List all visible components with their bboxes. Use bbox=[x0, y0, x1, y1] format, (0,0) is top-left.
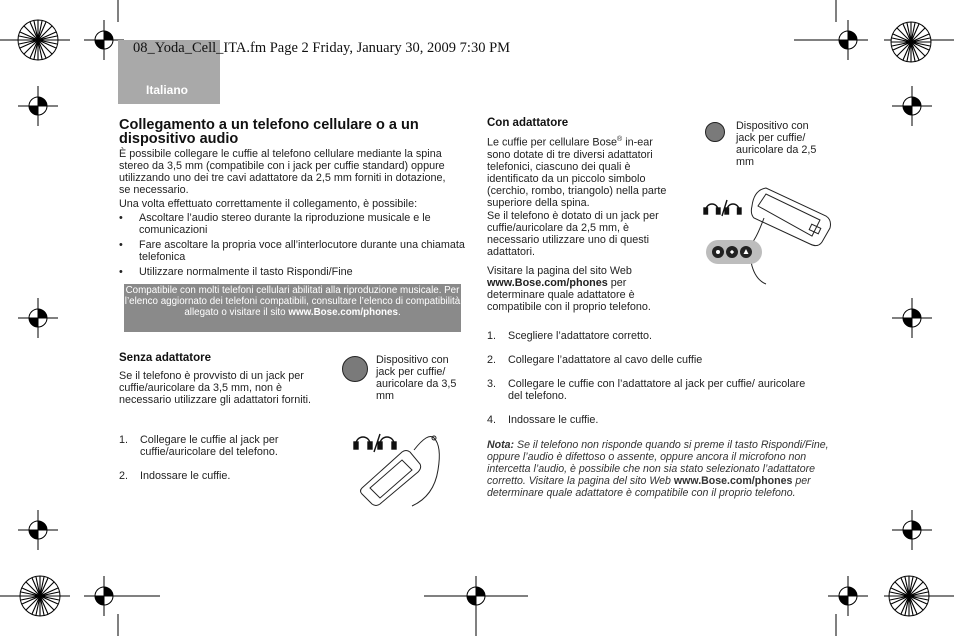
with-adapter-p1 bbox=[487, 134, 677, 209]
compatibility-end: . bbox=[397, 307, 401, 318]
p1-text: Le cuffie per cellulare Bose bbox=[487, 136, 618, 149]
bose-url-link[interactable]: www.Bose.com/phones bbox=[487, 277, 608, 289]
list-item: • Utilizzare normalmente il tasto Rispondi/Fine bbox=[119, 266, 465, 278]
step-text: Scegliere l’adattatore corretto. bbox=[508, 330, 653, 342]
compatibility-text: Compatibile con molti telefoni cellulari abilitati alla riproduzione musicale. Per l’elenco aggiornato dei telefoni compatibili, consultare l’elenco di compatibilità allegato o visitare il sito bbox=[124, 285, 461, 318]
adapter-illustration-icon bbox=[700, 180, 840, 290]
step-text: Indossare le cuffie. bbox=[508, 414, 599, 426]
phone-illustration-icon bbox=[350, 422, 470, 510]
list-item: • Ascoltare l’audio stereo durante la riproduzione musicale e le comunicazioni bbox=[119, 212, 465, 236]
without-adapter-text: Se il telefono è provvisto di un jack per cuffie/auricolare da 3,5 mm, non è necessario utilizzare gli adattatori forniti. bbox=[119, 370, 312, 406]
without-adapter-steps bbox=[119, 434, 309, 482]
list-item: • Fare ascoltare la propria voce all’interlocutore durante una chiamata telefonica bbox=[119, 239, 465, 263]
p1-text-b: in-ear sono dotate di tre diversi adattatori telefonici, ciascuno dei quali è identificato da un piccolo simbolo (cerchio, rombo, triangolo) nella parte superiore della spina. bbox=[487, 136, 667, 209]
step-number: 2. bbox=[119, 470, 129, 482]
note-label: Nota: bbox=[487, 439, 515, 451]
registered-mark: ® bbox=[617, 136, 623, 143]
list-item bbox=[487, 354, 817, 366]
file-header: 08_Yoda_Cell_ITA.fm Page 2 Friday, January 30, 2009 7:30 PM bbox=[133, 40, 511, 56]
step-number: 1. bbox=[487, 330, 497, 342]
note-end: per determinare quale adattatore è compatibile con il proprio telefono. bbox=[487, 475, 811, 499]
step-number: 2. bbox=[487, 354, 497, 366]
headphones-icon bbox=[704, 200, 741, 216]
with-adapter-p3 bbox=[487, 265, 679, 313]
compatibility-url[interactable]: www.Bose.com/phones bbox=[288, 307, 398, 318]
step-text: Collegare le cuffie con l’adattatore al jack per cuffie/ auricolare del telefono. bbox=[508, 378, 806, 402]
list-item bbox=[487, 330, 817, 342]
jack-25-label: Dispositivo con jack per cuffie/ auricolare da 2,5 mm bbox=[736, 120, 817, 168]
with-adapter-p2: Se il telefono è dotato di un jack per cuffie/auricolare da 2,5 mm, è necessario utilizzare uno di questi adattatori. bbox=[487, 210, 659, 258]
adapter-symbols-icon bbox=[706, 240, 762, 264]
step-number: 4. bbox=[487, 414, 497, 426]
compatibility-note bbox=[124, 284, 461, 332]
capabilities-list bbox=[119, 212, 465, 281]
step-number: 3. bbox=[487, 378, 497, 390]
step-text: Collegare le cuffie al jack per cuffie/auricolare del telefono. bbox=[140, 434, 279, 458]
p3-text: Visitare la pagina del sito Web bbox=[487, 265, 632, 277]
jack-dot-icon bbox=[705, 122, 725, 142]
list-item bbox=[487, 378, 817, 402]
jack-dot-icon bbox=[342, 356, 368, 382]
language-label: Italiano bbox=[146, 83, 189, 97]
note-url-link[interactable]: www.Bose.com/phones bbox=[673, 475, 793, 487]
step-number: 1. bbox=[119, 434, 129, 446]
p3-text-b: per determinare quale adattatore è compatibile con il proprio telefono. bbox=[487, 277, 651, 313]
note-paragraph bbox=[487, 439, 833, 499]
step-text: Indossare le cuffie. bbox=[140, 470, 231, 482]
note-text: Se il telefono non risponde quando si preme il tasto Rispondi/Fine, oppure l’audio è difettoso o assente, oppure ancora il microfono non intercetta l’audio, è possibile che non sia stato selezionato l’adattatore corretto. Visitare la pagina del sito Web bbox=[487, 439, 829, 487]
jack-35-label: Dispositivo con jack per cuffie/ auricolare da 3,5 mm bbox=[376, 354, 457, 402]
lead-paragraph: Una volta effettuato correttamente il collegamento, è possibile: bbox=[119, 198, 418, 210]
intro-paragraph: È possibile collegare le cuffie al telefono cellulare mediante la spina stereo da 3,5 mm (compatibile con i jack per cuffie standard) oppure utilizzando uno dei tre cavi adattatore da 2,5 mm forniti in dotazione, se necessario. bbox=[119, 148, 446, 196]
list-item bbox=[487, 414, 817, 426]
without-adapter-title: Senza adattatore bbox=[119, 352, 212, 364]
with-adapter-title: Con adattatore bbox=[487, 117, 569, 129]
section-title: Collegamento a un telefono cellulare o a un dispositivo audio bbox=[119, 117, 419, 147]
list-item bbox=[119, 434, 309, 458]
list-item bbox=[119, 470, 309, 482]
with-adapter-steps bbox=[487, 330, 817, 426]
step-text: Collegare l’adattatore al cavo delle cuffie bbox=[508, 354, 703, 366]
